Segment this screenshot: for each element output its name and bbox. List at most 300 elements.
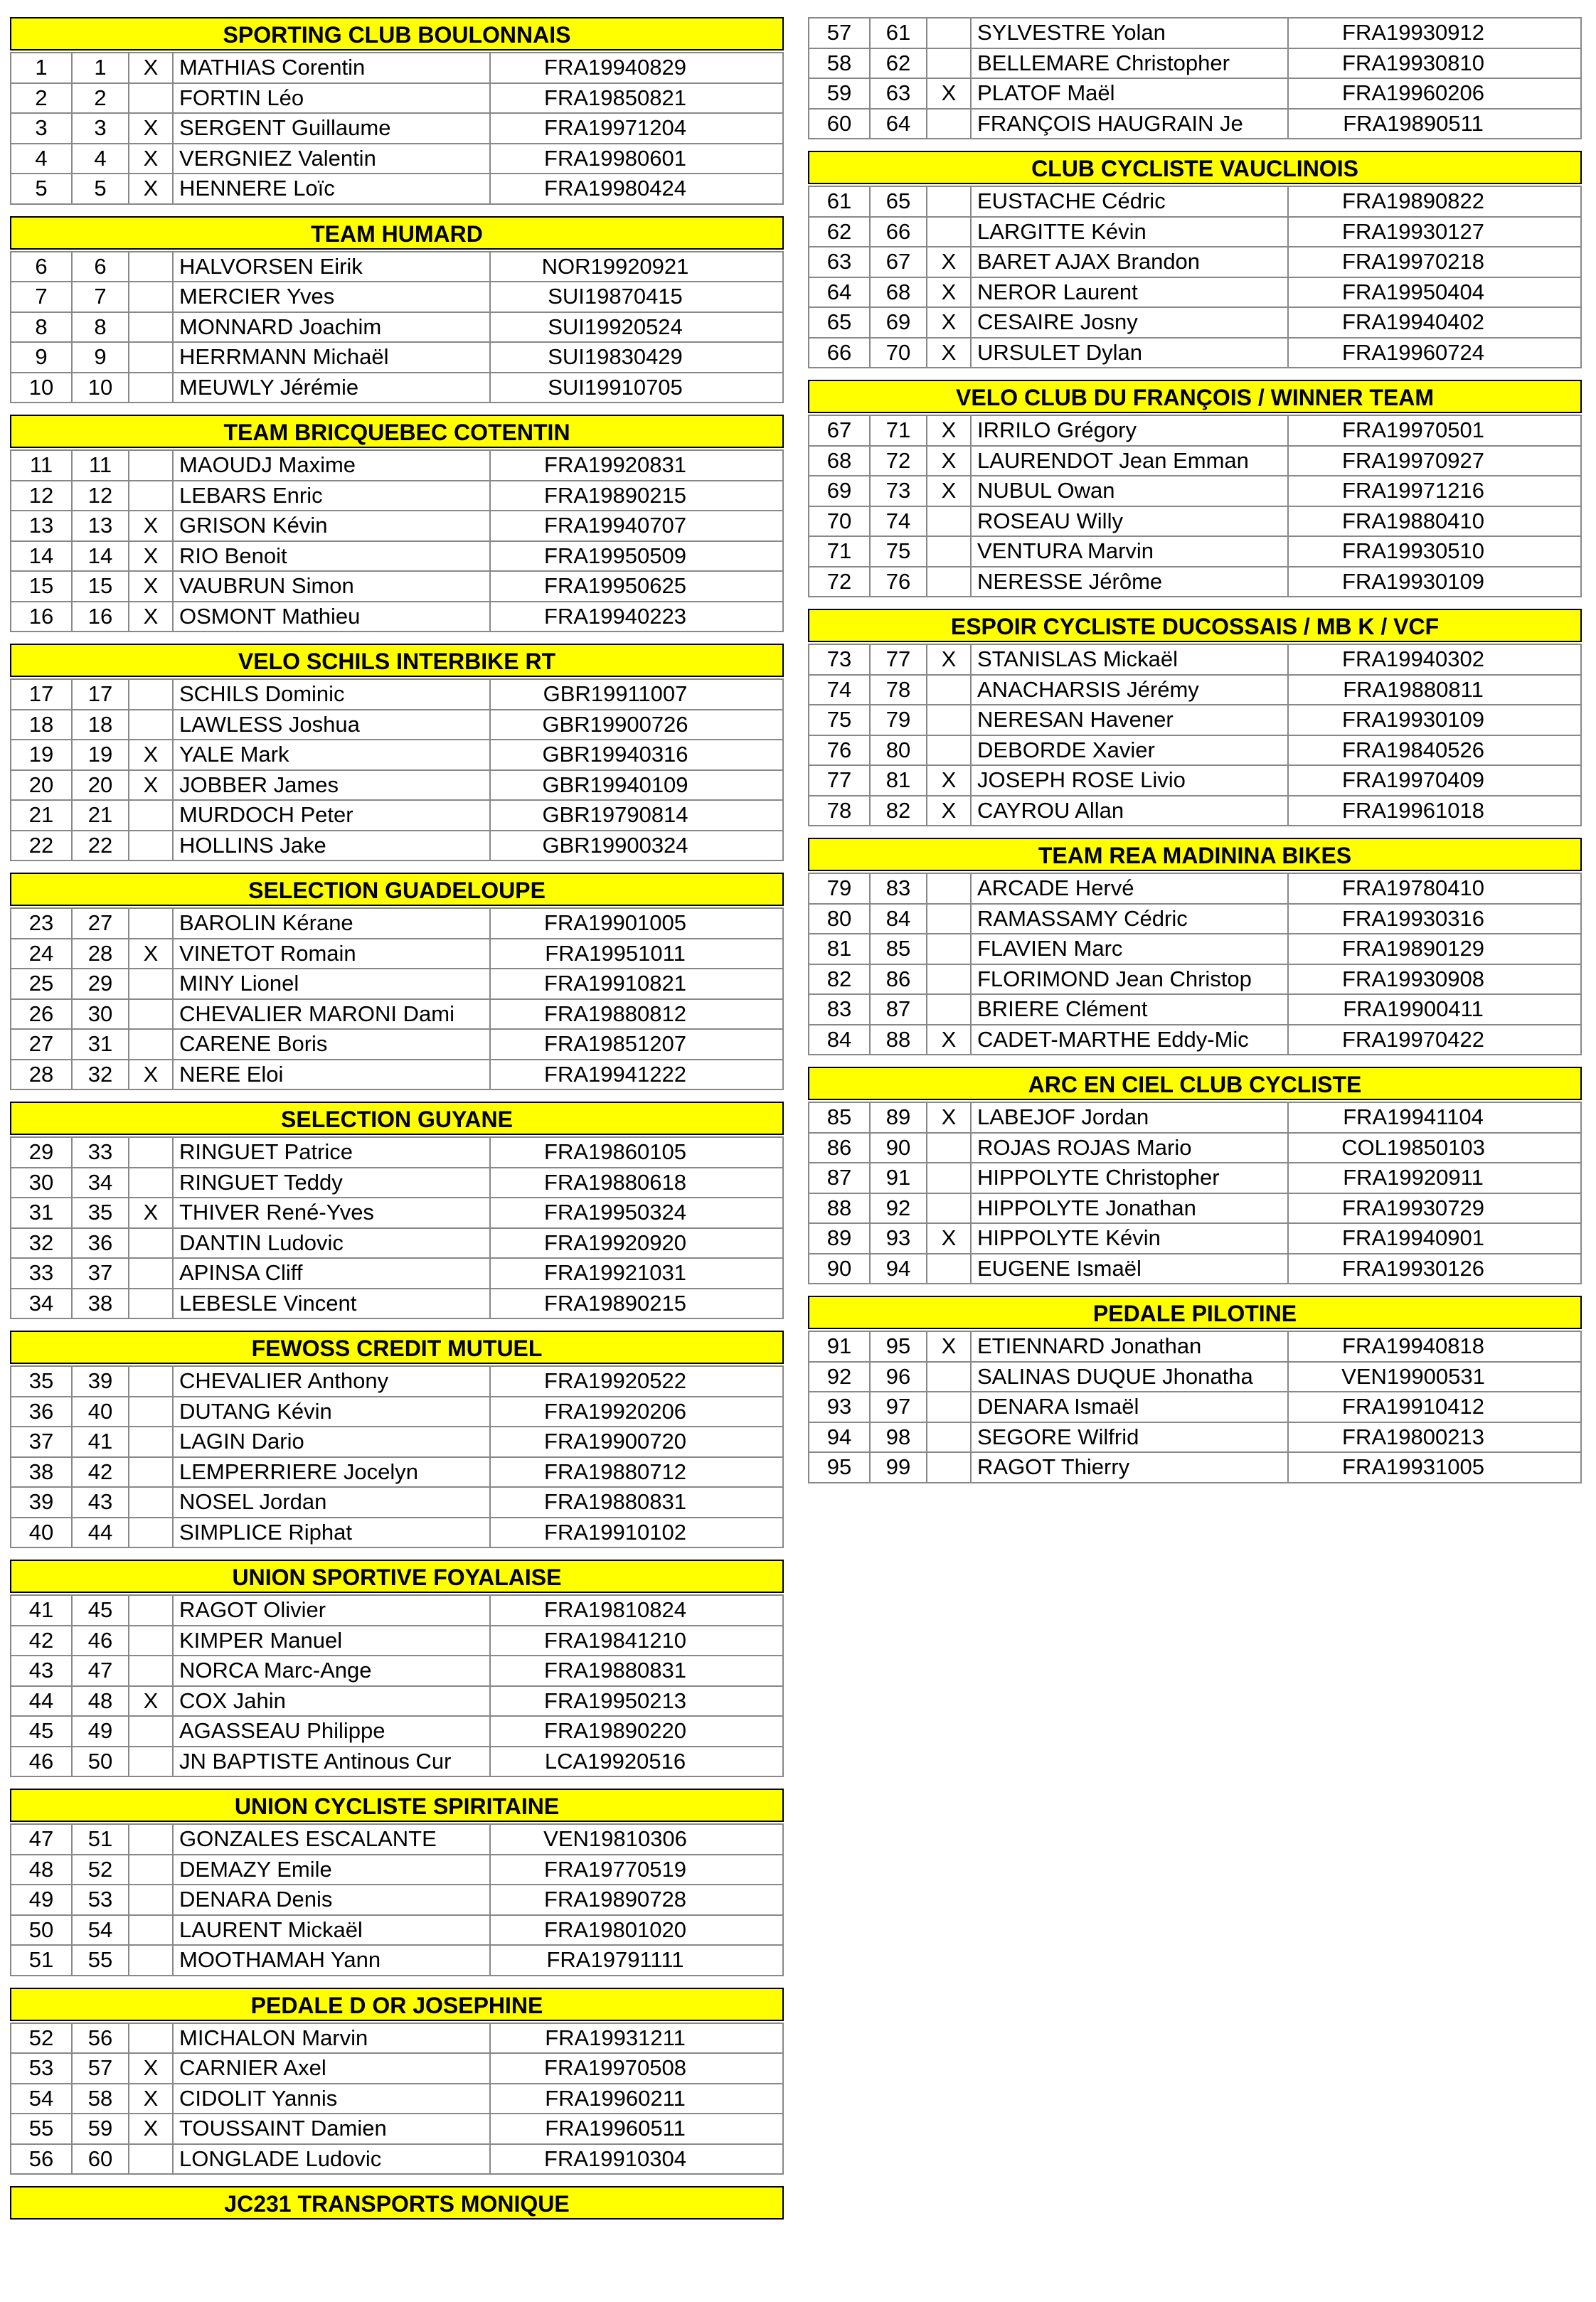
rider-name: SALINAS DUQUE Jhonatha — [971, 1362, 1288, 1392]
table-row — [809, 1392, 1581, 1422]
espoir-flag — [129, 1228, 173, 1259]
bib-number: 57 — [72, 2053, 129, 2084]
bib-order: 30 — [11, 1168, 72, 1198]
uci-code: GBR19911007 — [490, 679, 783, 710]
table-row — [809, 1254, 1581, 1284]
bib-order: 8 — [11, 312, 72, 343]
uci-code: FRA19930109 — [1288, 567, 1581, 597]
uci-code: FRA19970927 — [1288, 446, 1581, 476]
bib-order: 79 — [809, 873, 870, 904]
rider-name: LAURENT Mickaël — [173, 1915, 490, 1946]
rider-name: LABEJOF Jordan — [971, 1102, 1288, 1133]
table-row — [11, 1885, 783, 1915]
uci-code: FRA19910304 — [490, 2144, 783, 2175]
bib-number: 48 — [72, 1686, 129, 1717]
uci-code: FRA19930810 — [1288, 48, 1581, 79]
table-row — [11, 571, 783, 602]
table-row — [11, 1855, 783, 1885]
uci-code: FRA19860105 — [490, 1137, 783, 1168]
table-row — [11, 1427, 783, 1457]
espoir-flag — [927, 1452, 971, 1483]
espoir-flag — [927, 506, 971, 537]
bib-number: 95 — [870, 1331, 927, 1362]
espoir-flag — [129, 969, 173, 999]
bib-order: 26 — [11, 999, 72, 1030]
bib-order: 13 — [11, 511, 72, 541]
bib-number: 86 — [870, 964, 927, 995]
uci-code: FRA19930109 — [1288, 705, 1581, 735]
rider-table — [808, 415, 1582, 597]
rider-name: LEBESLE Vincent — [173, 1289, 490, 1319]
team-name: SELECTION GUADELOUPE — [10, 873, 784, 906]
right-column — [808, 17, 1582, 1495]
bib-number: 22 — [72, 831, 129, 861]
team-block — [10, 1988, 784, 2175]
table-row — [11, 1656, 783, 1686]
uci-code: FRA19970218 — [1288, 247, 1581, 277]
rider-table — [808, 873, 1582, 1055]
rider-table — [10, 678, 784, 861]
table-row — [11, 2053, 783, 2084]
bib-order: 71 — [809, 536, 870, 567]
table-row — [11, 1289, 783, 1319]
rider-name: NERESSE Jérôme — [971, 567, 1288, 597]
team-block — [808, 1296, 1582, 1483]
bib-number: 7 — [72, 282, 129, 312]
uci-code: FRA19940901 — [1288, 1223, 1581, 1254]
bib-order: 5 — [11, 174, 72, 204]
rider-name: HIPPOLYTE Jonathan — [971, 1193, 1288, 1224]
espoir-flag — [927, 48, 971, 79]
bib-order: 46 — [11, 1747, 72, 1777]
table-row — [809, 476, 1581, 506]
table-row — [809, 78, 1581, 109]
bib-order: 34 — [11, 1289, 72, 1319]
uci-code: FRA19880712 — [490, 1457, 783, 1488]
uci-code: FRA19920831 — [490, 450, 783, 481]
bib-number: 32 — [72, 1060, 129, 1090]
team-name: PEDALE PILOTINE — [808, 1296, 1582, 1329]
team-name: PEDALE D OR JOSEPHINE — [10, 1988, 784, 2021]
espoir-flag: X — [927, 446, 971, 476]
table-row — [11, 939, 783, 969]
espoir-flag — [129, 1945, 173, 1976]
bib-order: 27 — [11, 1029, 72, 1060]
rider-name: NERESAN Havener — [971, 705, 1288, 735]
table-row — [809, 1102, 1581, 1133]
bib-number: 89 — [870, 1102, 927, 1133]
uci-code: FRA19791111 — [490, 1945, 783, 1976]
bib-order: 92 — [809, 1362, 870, 1392]
espoir-flag — [129, 831, 173, 861]
table-row — [11, 770, 783, 801]
espoir-flag: X — [129, 939, 173, 969]
bib-number: 70 — [870, 338, 927, 368]
table-row — [809, 904, 1581, 934]
espoir-flag — [129, 342, 173, 373]
rider-name: HOLLINS Jake — [173, 831, 490, 861]
espoir-flag — [129, 1915, 173, 1946]
bib-number: 61 — [870, 18, 927, 48]
espoir-flag: X — [927, 338, 971, 368]
table-row — [809, 1025, 1581, 1055]
espoir-flag — [129, 679, 173, 710]
espoir-flag — [129, 1168, 173, 1198]
team-name: TEAM BRICQUEBEC COTENTIN — [10, 415, 784, 448]
rider-name: ANACHARSIS Jérémy — [971, 675, 1288, 705]
bib-number: 44 — [72, 1518, 129, 1548]
espoir-flag: X — [927, 247, 971, 277]
rider-name: ROJAS ROJAS Mario — [971, 1133, 1288, 1163]
bib-number: 21 — [72, 800, 129, 831]
uci-code: FRA19920920 — [490, 1228, 783, 1259]
bib-order: 69 — [809, 476, 870, 506]
uci-code: FRA19840526 — [1288, 735, 1581, 766]
rider-name: NUBUL Owan — [971, 476, 1288, 506]
table-row — [11, 511, 783, 541]
bib-order: 48 — [11, 1855, 72, 1885]
uci-code: FRA19920206 — [490, 1397, 783, 1427]
uci-code: GBR19900324 — [490, 831, 783, 861]
bib-number: 75 — [870, 536, 927, 567]
bib-order: 10 — [11, 373, 72, 403]
rider-name: DEMAZY Emile — [173, 1855, 490, 1885]
bib-order: 84 — [809, 1025, 870, 1055]
rider-name: HALVORSEN Eirik — [173, 252, 490, 282]
uci-code: FRA19850821 — [490, 83, 783, 114]
rider-name: HIPPOLYTE Christopher — [971, 1163, 1288, 1193]
table-row — [11, 740, 783, 770]
rider-name: GRISON Kévin — [173, 511, 490, 541]
table-row — [11, 831, 783, 861]
bib-number: 3 — [72, 113, 129, 144]
uci-code: NOR19920921 — [490, 252, 783, 282]
bib-order: 58 — [809, 48, 870, 79]
team-block — [808, 1067, 1582, 1284]
table-row — [809, 506, 1581, 537]
bib-number: 8 — [72, 312, 129, 343]
bib-number: 87 — [870, 994, 927, 1025]
table-row — [11, 2114, 783, 2144]
table-row — [809, 873, 1581, 904]
rider-name: BRIERE Clément — [971, 994, 1288, 1025]
uci-code: FRA19880831 — [490, 1656, 783, 1686]
bib-order: 80 — [809, 904, 870, 934]
table-row — [11, 282, 783, 312]
espoir-flag — [927, 217, 971, 247]
uci-code: FRA19920522 — [490, 1366, 783, 1397]
uci-code: FRA19941222 — [490, 1060, 783, 1090]
espoir-flag — [129, 312, 173, 343]
rider-name: MURDOCH Peter — [173, 800, 490, 831]
bib-order: 93 — [809, 1392, 870, 1422]
uci-code: VEN19810306 — [490, 1824, 783, 1855]
rider-name: MAOUDJ Maxime — [173, 450, 490, 481]
table-row — [809, 1223, 1581, 1254]
rider-table — [10, 1823, 784, 1976]
espoir-flag: X — [927, 277, 971, 308]
uci-code: FRA19910412 — [1288, 1392, 1581, 1422]
espoir-flag — [129, 1824, 173, 1855]
team-block — [10, 1102, 784, 1319]
team-name: SPORTING CLUB BOULONNAIS — [10, 17, 784, 50]
bib-number: 35 — [72, 1198, 129, 1228]
rider-name: SEGORE Wilfrid — [971, 1422, 1288, 1453]
espoir-flag — [927, 934, 971, 964]
bib-order: 60 — [809, 109, 870, 139]
bib-number: 74 — [870, 506, 927, 537]
bib-order: 59 — [809, 78, 870, 109]
table-row — [809, 735, 1581, 766]
espoir-flag — [129, 481, 173, 511]
rider-name: CAYROU Allan — [971, 796, 1288, 826]
rider-name: APINSA Cliff — [173, 1258, 490, 1289]
rider-name: HERRMANN Michaël — [173, 342, 490, 373]
team-name: TEAM REA MADININA BIKES — [808, 838, 1582, 871]
bib-order: 25 — [11, 969, 72, 999]
rider-name: VAUBRUN Simon — [173, 571, 490, 602]
rider-name: NOSEL Jordan — [173, 1487, 490, 1518]
table-row — [11, 174, 783, 204]
uci-code: FRA19900411 — [1288, 994, 1581, 1025]
rider-name: CHEVALIER Anthony — [173, 1366, 490, 1397]
table-row — [11, 2023, 783, 2054]
espoir-flag — [927, 1362, 971, 1392]
bib-order: 43 — [11, 1656, 72, 1686]
table-row — [809, 277, 1581, 308]
bib-number: 17 — [72, 679, 129, 710]
rider-name: MONNARD Joachim — [173, 312, 490, 343]
bib-number: 37 — [72, 1258, 129, 1289]
uci-code: FRA19941104 — [1288, 1102, 1581, 1133]
table-row — [809, 1133, 1581, 1163]
bib-order: 57 — [809, 18, 870, 48]
table-row — [809, 796, 1581, 826]
rider-name: RINGUET Teddy — [173, 1168, 490, 1198]
bib-number: 96 — [870, 1362, 927, 1392]
table-row — [809, 307, 1581, 338]
espoir-flag: X — [927, 1102, 971, 1133]
table-row — [11, 481, 783, 511]
espoir-flag — [129, 1289, 173, 1319]
espoir-flag — [129, 1855, 173, 1885]
rider-name: HENNERE Loïc — [173, 174, 490, 204]
uci-code: FRA19900720 — [490, 1427, 783, 1457]
table-row — [809, 217, 1581, 247]
table-row — [809, 1362, 1581, 1392]
bib-number: 41 — [72, 1427, 129, 1457]
table-row — [809, 964, 1581, 995]
bib-number: 71 — [870, 415, 927, 446]
team-name: CLUB CYCLISTE VAUCLINOIS — [808, 151, 1582, 184]
rider-name: EUGENE Ismaël — [971, 1254, 1288, 1284]
rider-name: DENARA Denis — [173, 1885, 490, 1915]
bib-number: 60 — [72, 2144, 129, 2175]
bib-order: 33 — [11, 1258, 72, 1289]
espoir-flag — [129, 1457, 173, 1488]
bib-number: 29 — [72, 969, 129, 999]
team-block — [808, 838, 1582, 1055]
team-block — [10, 1560, 784, 1777]
rider-name: AGASSEAU Philippe — [173, 1716, 490, 1747]
bib-number: 80 — [870, 735, 927, 766]
bib-order: 35 — [11, 1366, 72, 1397]
uci-code: SUI19910705 — [490, 373, 783, 403]
table-row — [809, 705, 1581, 735]
team-name: TEAM HUMARD — [10, 216, 784, 250]
rider-name: FORTIN Léo — [173, 83, 490, 114]
bib-number: 30 — [72, 999, 129, 1030]
left-column — [10, 17, 784, 2231]
bib-number: 1 — [72, 53, 129, 83]
rider-name: MERCIER Yves — [173, 282, 490, 312]
uci-code: VEN19900531 — [1288, 1362, 1581, 1392]
table-row — [11, 1029, 783, 1060]
bib-number: 79 — [870, 705, 927, 735]
rider-name: MOOTHAMAH Yann — [173, 1945, 490, 1976]
uci-code: FRA19931211 — [490, 2023, 783, 2054]
espoir-flag — [129, 800, 173, 831]
bib-order: 61 — [809, 186, 870, 217]
bib-order: 63 — [809, 247, 870, 277]
bib-order: 31 — [11, 1198, 72, 1228]
uci-code: FRA19890220 — [490, 1716, 783, 1747]
uci-code: SUI19920524 — [490, 312, 783, 343]
team-block — [808, 151, 1582, 368]
bib-order: 54 — [11, 2084, 72, 2114]
uci-code: FRA19960724 — [1288, 338, 1581, 368]
uci-code: FRA19950509 — [490, 541, 783, 572]
bib-number: 91 — [870, 1163, 927, 1193]
bib-number: 59 — [72, 2114, 129, 2144]
uci-code: GBR19940109 — [490, 770, 783, 801]
espoir-flag: X — [927, 765, 971, 796]
bib-order: 72 — [809, 567, 870, 597]
bib-order: 20 — [11, 770, 72, 801]
bib-number: 52 — [72, 1855, 129, 1885]
uci-code: FRA19931005 — [1288, 1452, 1581, 1483]
bib-number: 99 — [870, 1452, 927, 1483]
uci-code: FRA19940223 — [490, 602, 783, 632]
uci-code: FRA19930127 — [1288, 217, 1581, 247]
uci-code: FRA19890822 — [1288, 186, 1581, 217]
bib-order: 74 — [809, 675, 870, 705]
team-block — [10, 1331, 784, 1548]
bib-order: 39 — [11, 1487, 72, 1518]
espoir-flag — [129, 1595, 173, 1626]
table-row — [11, 1716, 783, 1747]
team-block — [10, 17, 784, 205]
team-name: UNION SPORTIVE FOYALAISE — [10, 1560, 784, 1593]
uci-code: GBR19900726 — [490, 710, 783, 740]
espoir-flag: X — [129, 1198, 173, 1228]
espoir-flag — [129, 1427, 173, 1457]
rider-name: EUSTACHE Cédric — [971, 186, 1288, 217]
bib-order: 17 — [11, 679, 72, 710]
rider-name: ROSEAU Willy — [971, 506, 1288, 537]
bib-order: 11 — [11, 450, 72, 481]
bib-number: 10 — [72, 373, 129, 403]
rider-table — [808, 644, 1582, 826]
bib-order: 22 — [11, 831, 72, 861]
uci-code: FRA19970409 — [1288, 765, 1581, 796]
bib-order: 24 — [11, 939, 72, 969]
table-row — [11, 1366, 783, 1397]
uci-code: FRA19801020 — [490, 1915, 783, 1946]
rider-name: RAGOT Olivier — [173, 1595, 490, 1626]
uci-code: FRA19880410 — [1288, 506, 1581, 537]
rider-name: DEBORDE Xavier — [971, 735, 1288, 766]
bib-number: 53 — [72, 1885, 129, 1915]
table-row — [11, 1198, 783, 1228]
espoir-flag — [129, 1258, 173, 1289]
bib-number: 56 — [72, 2023, 129, 2054]
rider-name: JN BAPTISTE Antinous Cur — [173, 1747, 490, 1777]
rider-table — [10, 907, 784, 1090]
rider-name: MEUWLY Jérémie — [173, 373, 490, 403]
table-row — [809, 567, 1581, 597]
espoir-flag: X — [129, 53, 173, 83]
team-name: ESPOIR CYCLISTE DUCOSSAIS / MB K / VCF — [808, 609, 1582, 642]
table-row — [809, 48, 1581, 79]
rider-name: FLAVIEN Marc — [971, 934, 1288, 964]
rider-name: PLATOF Maël — [971, 78, 1288, 109]
uci-code: FRA19921031 — [490, 1258, 783, 1289]
bib-order: 91 — [809, 1331, 870, 1362]
bib-number: 13 — [72, 511, 129, 541]
rider-name: NERE Eloi — [173, 1060, 490, 1090]
uci-code: FRA19940302 — [1288, 644, 1581, 675]
uci-code: FRA19950625 — [490, 571, 783, 602]
rider-name: GONZALES ESCALANTE — [173, 1824, 490, 1855]
bib-number: 36 — [72, 1228, 129, 1259]
rider-name: MICHALON Marvin — [173, 2023, 490, 2054]
bib-order: 94 — [809, 1422, 870, 1453]
bib-number: 65 — [870, 186, 927, 217]
bib-number: 85 — [870, 934, 927, 964]
rider-name: SIMPLICE Riphat — [173, 1518, 490, 1548]
uci-code: FRA19930912 — [1288, 18, 1581, 48]
uci-code: FRA19780410 — [1288, 873, 1581, 904]
bib-number: 92 — [870, 1193, 927, 1224]
bib-order: 85 — [809, 1102, 870, 1133]
team-name: FEWOSS CREDIT MUTUEL — [10, 1331, 784, 1364]
table-row — [809, 675, 1581, 705]
uci-code: GBR19790814 — [490, 800, 783, 831]
espoir-flag — [927, 1163, 971, 1193]
rider-name: MINY Lionel — [173, 969, 490, 999]
uci-code: FRA19960511 — [490, 2114, 783, 2144]
table-row — [11, 342, 783, 373]
uci-code: FRA19951011 — [490, 939, 783, 969]
team-name: SELECTION GUYANE — [10, 1102, 784, 1135]
team-name: VELO CLUB DU FRANÇOIS / WINNER TEAM — [808, 380, 1582, 413]
table-row — [11, 908, 783, 939]
table-row — [11, 252, 783, 282]
bib-number: 78 — [870, 675, 927, 705]
bib-order: 21 — [11, 800, 72, 831]
bib-number: 73 — [870, 476, 927, 506]
uci-code: FRA19970501 — [1288, 415, 1581, 446]
rider-name: LONGLADE Ludovic — [173, 2144, 490, 2175]
table-row — [11, 1915, 783, 1946]
uci-code: FRA19880811 — [1288, 675, 1581, 705]
team-block — [10, 1789, 784, 1976]
uci-code: FRA19910821 — [490, 969, 783, 999]
bib-number: 19 — [72, 740, 129, 770]
rider-table — [10, 52, 784, 205]
rider-name: JOSEPH ROSE Livio — [971, 765, 1288, 796]
